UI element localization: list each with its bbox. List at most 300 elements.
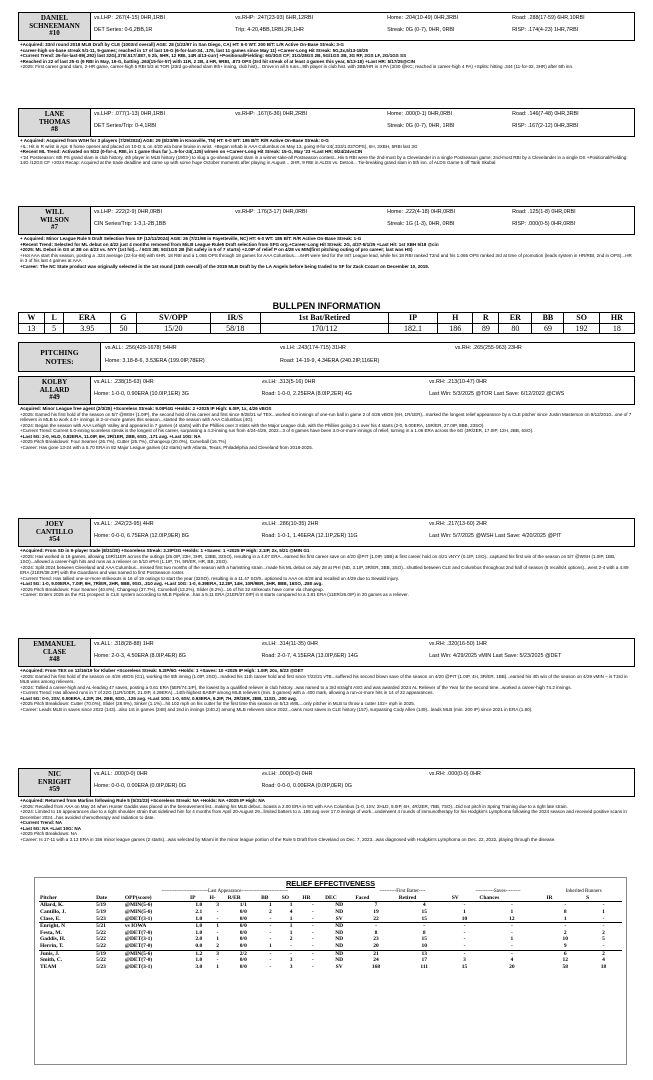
relief-cell: -	[463, 950, 466, 957]
relief-cell: -	[311, 929, 314, 936]
col-header: IP	[189, 895, 209, 902]
relief-cell: 8	[374, 929, 378, 936]
split-home: Home: 0-0-0, 6.75ERA (12.0IP,9ER) 8G	[94, 533, 189, 540]
split-road: Road: .125(1-8) 0HR,0RBI	[512, 209, 576, 215]
relief-cell: 2	[269, 909, 272, 916]
split-vs-lhp: vs.LHP: .077(1-13) 0HR,1RBI	[94, 111, 166, 117]
split-road: Road: 0-0-0, 0.00ERA (0.0IP,0ER) 0G	[261, 783, 352, 790]
split-road: Road: 1-0-1, 1.46ERA (12.1IP,2ER) 11G	[261, 533, 358, 540]
col-header: R	[473, 313, 499, 324]
note-line: +Acquired: Returned from Marlins following Rule 5 (5/31/23) +Scoreless Streak: NA +Holds: NA +2025 IP High: NA	[20, 798, 265, 804]
col-header: R/ER	[227, 895, 260, 902]
relief-cell: 4	[422, 902, 426, 909]
split-risp: RISP: .000(0-5) 0HR,0RBI	[512, 221, 576, 228]
relief-table-row	[39, 909, 622, 916]
relief-cell: -	[301, 943, 324, 950]
relief-cell: 0/0	[227, 943, 260, 950]
pitching-notes-splits	[101, 343, 634, 371]
col-header: Chances	[478, 895, 545, 902]
col-header: W	[19, 313, 45, 324]
split-home: Home: .204(10-49) 0HR,3RBI	[387, 15, 459, 21]
player-number: #10	[49, 29, 60, 38]
relief-cell: 12	[478, 916, 545, 923]
col-header: Date	[95, 895, 124, 902]
relief-cell: -	[269, 936, 272, 943]
relief-cell: 1	[463, 909, 466, 916]
split-trip	[235, 123, 381, 134]
reliever-block-enright	[18, 768, 635, 844]
bullpen-value-row	[19, 323, 635, 334]
relief-cell: 18	[600, 963, 607, 970]
player-notes	[18, 41, 635, 72]
col-header: H	[438, 313, 473, 324]
col-header: Pitcher	[39, 895, 95, 902]
col-header: SO	[564, 313, 599, 324]
reliever-block-clase	[18, 638, 635, 714]
relief-cell: 168	[371, 963, 381, 970]
split-vs-rhp: vs.RHP: .247(23-93) 6HR,12RBI	[235, 15, 314, 21]
split-home: Home: .222(4-18) 0HR,0RBI	[387, 209, 456, 215]
relief-cell: 22	[354, 916, 397, 923]
col-header: BB	[260, 895, 281, 902]
relief-cell: 0/0	[239, 936, 247, 943]
relief-cell: -	[269, 929, 272, 936]
relief-cell: 15	[461, 963, 468, 970]
stat-value: 3.95	[64, 323, 111, 334]
relief-cell: 5/19	[96, 902, 106, 909]
relief-cell: 19	[373, 909, 379, 916]
relief-cell: -	[269, 950, 272, 957]
relief-cell: ND	[335, 936, 344, 943]
bullpen-header-row	[19, 313, 635, 324]
relief-cell: 5/22	[95, 943, 124, 950]
relief-cell: -	[216, 909, 219, 916]
relief-cell: TEAM	[40, 963, 57, 970]
note-line: Acquired: Minor League free agent (2/3/25) +Scoreless Streak: 9.0IP/4G +Holds: 2 +2025 IP High: 6.0IP, 1x, 4/26 vBOS	[20, 406, 272, 412]
relief-cell: ND	[335, 929, 344, 936]
pitching-notes-label	[19, 343, 101, 371]
relief-cell: @MIN(5-6)	[124, 950, 153, 957]
player-number: #8	[51, 125, 58, 134]
reliever-first-name: EMMANUEL	[33, 640, 76, 648]
note-line: +2025: Earned his first hold of the season on 5/7 @WSH (1.0IP), the second hold of his career and first since 9/28/21 w/ TEX...worked 6.0 innings of one-run ball in game 2 of 4/26 vBOS (6H, 1R/1ER)...marked the longest relief appearance by a CLE pitcher since Justin Masterson on 9/12/2010...one of 7 relievers in MLB to work 4.0+ innings in 2-or-more games this season...started the season with AAA Columbus (4G).	[20, 411, 632, 423]
player-last-name: THOMAS	[38, 117, 71, 126]
relief-cell: 4	[602, 957, 605, 964]
relief-cell: 5/23	[96, 963, 106, 970]
split-home: Home: 0-0-0, 0.00ERA (0.0IP,0ER) 0G	[94, 783, 186, 790]
relief-cell: 2	[209, 943, 227, 950]
stat-value: 13	[19, 323, 45, 334]
split-road: Road: 1-0-0, 2.25ERA (8.0IP,2ER) 4G	[261, 391, 352, 398]
relief-cell: @DET(3-1)	[124, 916, 189, 923]
relief-cell: ND	[335, 909, 344, 916]
relief-cell: Clase, E.	[39, 916, 95, 923]
note-line: +2024: Split 2024 between Cleveland and AAA Columbus...missed first two months of the season with a hamstring strain...made his ML debut on July 28 at PHI (ND, 3.1IP, 3R/ER, 3BB, 3SO)...shuttled between CLE and Columbus throughout 2nd half of season (5 recalls/4 options)...went 2-4 with a 4.89 ERA (21ER/38.2IP) with the Guardians and was named to first Postseason roster.	[20, 564, 629, 576]
relief-cell: 1	[289, 902, 293, 909]
relief-cell: -	[375, 923, 377, 930]
relief-cell: -	[602, 902, 605, 909]
stat-value: 192	[564, 323, 599, 334]
note-line: +2025: Recalled from AAA on May 24 when Hunter Gaddis was placed on the bereavement list...making his MLB debut...boasts a 2.00 ERA in 9G with AAA Columbus (1-0, 1SV, 2HLD, 9.0IP, 6H, 4R/2ER, 7BB, 7SO)...Did not pitch in Spring Training due to a right late strain.	[20, 803, 568, 809]
relief-cell: 20	[509, 963, 515, 970]
relief-cell: 5	[602, 936, 605, 943]
split-streak: Streak: 0G (0-7), 0HR, 0RBI	[387, 27, 455, 34]
note-line: +2025 Pitch Breakdown: Four Seamer (26.7%), Cutter (25.7%), Changeup (20.0%), Curveball (16.7%)	[20, 439, 227, 445]
split-series: DET Series: 0-6,2BB,1R	[94, 27, 153, 34]
col-header: SV	[451, 895, 479, 902]
reliever-name-box	[19, 377, 91, 404]
note-line: +Acquired: 33rd round 2018 MLB Draft by CLE (1003rd overall) AGE: 28 (1/23/97 in San Diego, CA) HT: 6-0 WT: 200 B/T: L/R Active On-Base Streak: 3-G	[20, 42, 344, 48]
split-vs-lh: vs.LH: .243(174-715) 31HR	[279, 345, 346, 351]
relief-cell: 9	[545, 943, 585, 950]
relief-cell: 1.0	[195, 929, 203, 936]
relief-cell: 1.0	[195, 923, 203, 930]
stat-value: 50	[111, 323, 137, 334]
col-header: IP	[388, 313, 437, 324]
col-header: Faced	[354, 895, 397, 902]
relief-cell: @DET(7-0)	[124, 929, 153, 936]
relief-table-body	[39, 902, 622, 970]
pitching-notes-label-line: NOTES:	[45, 357, 74, 366]
note-line: +Current Trend: Has allowed runs in 7 of 22G (11R/10ER, 21.0IP, 4.29ERA)...14th-highest BABIP among MLB relievers (min. 5 games) with a .400 mark, allowing a run-or-more hits in 14 of 22 appearances.	[20, 690, 434, 696]
relief-cell: 7	[374, 902, 378, 909]
stat-value: 58/18	[210, 323, 260, 334]
reliever-notes	[18, 667, 635, 714]
note-line: +2025: First career grand slam, 2-HR game, career-high 5 RBI 5/3 at TOR (23rd go-ahead slam 9th+ inning, club hist)... Drove in all 5 runs...9th player in club hist. with 3BB/HR in 4 PA (3/30 @KC; reached in career-high 4 PA) +Splits: hitting .344 (11-for-32, 3HR) after 6th inn.	[20, 64, 574, 70]
relief-cell: 1	[545, 916, 585, 923]
note-line: +Last 5G: 0-0, 2SV, 0.00ERA, 4.2IP, 2H, 2BB, 6SO, .125 avg. +Last 10G: 1-0, 6SV, 0.93ERA, 9.2IP, 7H, 2R/1ER, 2BB, 11SO, .200 avg.	[20, 695, 298, 701]
relief-table-row	[39, 964, 622, 971]
relief-cell: -	[281, 943, 302, 950]
relief-cell: -	[564, 902, 567, 909]
split-vs-lhp: vs.LHP: .267(4-15) 0HR,1RBI	[94, 15, 166, 21]
split-home: Home: 1-0-0, 0.90ERA (10.0IP,1ER) 3G	[94, 391, 189, 398]
stat-value: 15/20	[136, 323, 210, 334]
note-line: +Last 5G: 2-0, HLD, 0.82ERA, 11.0IP, 6H, 2R/1ER, 2BB, 6SO, .171 avg. +Last 10G: NA	[20, 433, 201, 439]
split-road: Road: .146(7-48) 0HR,3RBI	[512, 111, 579, 117]
relief-cell: 20	[354, 943, 397, 950]
split-risp: RISP: .174(4-23) 1HR,7RBI	[512, 27, 579, 34]
reliever-first-name: JOEY	[45, 520, 64, 528]
relief-cell: -	[602, 923, 605, 930]
reliever-name-box	[19, 639, 91, 666]
col-header: BB	[532, 313, 564, 324]
relief-cell: 2	[602, 929, 605, 936]
player-name-box	[19, 109, 91, 136]
note-line: +2024: Began the season with AAA Lehigh Valley and appeared in 7 games (4 starts) with the Phillies over 3 stints with the Major League club, with the Phillies going 3-1 over his 4 starts (2-0, 5.00ERA, 15R/ER, 27.0IP, 8BB, 23SO).	[20, 422, 485, 428]
reliever-number: #48	[49, 655, 60, 664]
relief-cell: 0.0	[189, 943, 209, 950]
split-empty	[455, 358, 630, 369]
bullpen-title: BULLPEN INFORMATION	[272, 301, 381, 311]
relief-cell: -	[311, 923, 314, 930]
relief-cell: Gaddis, H.	[40, 936, 66, 943]
relief-cell: 0/0	[227, 916, 260, 923]
relief-cell: -	[311, 957, 314, 964]
reliever-splits	[91, 519, 634, 546]
relief-cell: -	[269, 957, 272, 964]
split-vs-rh: vs.RH: .213(10-47) 0HR	[429, 379, 487, 385]
relief-cell: 3	[463, 957, 466, 964]
relief-cell: 0/0	[239, 909, 247, 916]
player-header-row	[18, 12, 635, 41]
col-header: H-	[209, 895, 227, 902]
split-vs-lh: vs.LH: .000(0-0) 0HR	[261, 771, 313, 777]
reliever-block-allard	[18, 376, 635, 452]
relief-cell: vs IOWA	[124, 923, 147, 930]
split-home: Home: .000(0-1) 0HR,0RBI	[387, 111, 453, 117]
relief-cell: 1	[510, 936, 514, 943]
player-number: #7	[51, 223, 58, 232]
col-header: IR/S	[210, 313, 260, 324]
relief-cell: ND	[324, 943, 354, 950]
note-line: +Career: Enters 2025 as the #11 prospect in CLE system according to MLB Pipeline...has a 5.11 ERA (21ER/37.0IP) in 8 starts compared to a 3.81 ERA (11ER/26.0IP) in 20 games as a reliever.	[20, 592, 409, 598]
relief-cell: -	[311, 909, 314, 916]
split-vs-rh: vs.RH: .217(13-60) 2HR	[429, 521, 487, 527]
col-header: DEC	[324, 895, 354, 902]
relief-cell: @DET(7-0)	[124, 943, 189, 950]
split-road: Road: 2-0-7, 4.15ERA (13.0IP,6ER) 14G	[261, 653, 358, 660]
relief-cell: 1	[216, 923, 219, 930]
col-header: IR	[545, 895, 585, 902]
stat-value: 182.1	[388, 323, 437, 334]
relief-cell: 2	[602, 950, 605, 957]
relief-cell: 5/22	[96, 936, 106, 943]
relief-cell: 58	[562, 963, 568, 970]
reliever-name-box	[19, 769, 91, 796]
split-risp: RISP: .167(2-12) 0HR,3RBI	[512, 123, 579, 130]
relief-cell: -	[216, 957, 219, 964]
note-line: +Acquired: From SD in 9-player trade (8/31/20) +Scoreless Streak: 3.2IP/3G +Holds: 1 +Saves: 1 +2025 IP High: 2.1IP, 2x, 5/21 @MIN G1	[20, 548, 310, 554]
relief-effectiveness-title: RELIEF EFFECTIVENESS	[285, 879, 376, 888]
relief-cell: @DET(3-1)	[124, 936, 153, 943]
relief-cell: -	[451, 943, 479, 950]
relief-cell: 15	[421, 909, 427, 916]
relief-cell: 3	[216, 902, 219, 909]
relief-cell: -	[510, 950, 513, 957]
col-header: SV/OPP	[136, 313, 210, 324]
relief-cell: 3	[289, 963, 293, 970]
relief-cell: Cantillo, J.	[40, 909, 66, 916]
relief-cell: 1.0	[195, 957, 203, 964]
relief-cell: 4	[510, 957, 514, 964]
reliever-first-name: NIC	[48, 770, 61, 778]
col-header: OPP(score)	[124, 895, 189, 902]
relief-cell: -	[311, 936, 314, 943]
split-vs-rh: vs.RH: .320(16-50) 1HR	[429, 641, 487, 647]
relief-cell: 1.2	[195, 950, 203, 957]
relief-cell: 1	[510, 909, 514, 916]
note-line: +Current Trend: NA	[20, 820, 63, 826]
col-header: L	[44, 313, 64, 324]
relief-cell: 15	[421, 936, 427, 943]
split-home: Home: 2-0-3, 4.50ERA (8.0IP,4ER) 8G	[94, 653, 186, 660]
relief-cell: 4	[289, 909, 293, 916]
reliever-block-cantillo	[18, 518, 635, 600]
relief-cell: 13	[421, 950, 427, 957]
relief-cell: 1	[216, 936, 219, 943]
stat-value: 18	[599, 323, 634, 334]
relief-cell: -	[510, 902, 513, 909]
col-header: SO	[281, 895, 302, 902]
relief-column-header-row	[39, 895, 622, 902]
relief-table-row	[39, 902, 622, 909]
relief-cell: -	[478, 943, 545, 950]
relief-cell: -	[216, 929, 219, 936]
player-block-schneemann	[18, 12, 635, 72]
note-line: +Acquired: From TEX on 12/16/19 for Kluber +Scoreless Streak: 5.2IP/6G +Holds: 1 +Saves: 10 +2025 IP High: 1.0IP, 20x, 5/23 @DET	[20, 668, 304, 674]
split-vs-lh: vs.LH: .286(10-35) 2HR	[261, 521, 319, 527]
reliever-notes	[18, 405, 635, 452]
relief-cell: 1	[281, 916, 302, 923]
player-header-row	[18, 108, 635, 137]
split-vs-all: vs.ALL: .318(28-88) 1HR	[94, 641, 154, 647]
reliever-header-row	[18, 638, 635, 667]
player-block-thomas	[18, 108, 635, 168]
note-line: +Reached in 22 of last 25-G (9 RBI in May, 19-G, batting .263(15-for-57) with 11R, 2 2B, 4 HR, 9RBI, .873 OPS (3rd hit streak of at least 4 games this year, 5/13-18) +Last HR: 5/17/25@CIN	[20, 58, 416, 64]
relief-cell: 1.0	[189, 916, 209, 923]
player-splits	[91, 109, 634, 136]
relief-cell: 3	[216, 950, 219, 957]
relief-cell: ND	[335, 950, 344, 957]
stat-value: 89	[473, 323, 499, 334]
split-last-win-save: Last Win: 5/3/2025 @TOR Last Save: 6/12/2022 @CWS	[429, 391, 565, 398]
relief-cell: 5/23	[95, 916, 124, 923]
relief-cell: -	[269, 963, 272, 970]
note-line: +2025 Pitch Breakdown: NA	[20, 831, 77, 837]
relief-cell: 15	[398, 916, 451, 923]
relief-cell: -	[311, 963, 314, 970]
relief-cell: @MIN(5-6)	[124, 902, 153, 909]
relief-cell: 5/22	[96, 957, 106, 964]
split-series: CIN Series/Trip: 1-3,1-2B,1BB	[94, 221, 166, 228]
note-line: +2025: ML Debut in GS at 3B on 4/23 vs. NYY (1st hit)... / 6GS 3B; 5G/1GS 2B (hit safely in 5 of 7 starts) +2.0IP of relief P on 4/28 vs MIN(first pitching outing of pro career; last was HS)	[20, 247, 413, 253]
player-header-row	[18, 206, 635, 235]
col-header: ER	[499, 313, 532, 324]
stat-value: 186	[438, 323, 473, 334]
reliever-notes	[18, 797, 635, 844]
split-home: Home: 3.18-8-6, 3.53ERA (199.0IP,78ER)	[105, 358, 205, 364]
relief-cell: 1.0	[195, 902, 203, 909]
relief-cell: 2.0	[195, 936, 203, 943]
relief-effectiveness-box	[34, 877, 627, 1065]
col-header: S	[585, 895, 622, 902]
relief-cell: Enright, N	[40, 923, 66, 930]
relief-cell: 2.1	[195, 909, 203, 916]
relief-cell: 1	[289, 923, 293, 930]
relief-cell: 5/19	[96, 909, 106, 916]
player-last-name: SCHNEEMANN	[29, 21, 80, 30]
relief-cell: 10	[398, 943, 451, 950]
note-line: +Current Trend: Has tallied one-or-more strikeouts in 16 of 19 outings to start the year (32SO), resulting in a 11.47 SO/9...optioned to AAA on 4/28 and recalled on 4/29 due to Sewald injury.	[20, 575, 400, 581]
relief-cell: 8	[422, 929, 426, 936]
relief-cell: Herrin, T.	[39, 943, 95, 950]
relief-cell: 24	[373, 957, 379, 964]
group-inherited-runners: Inherited Runners	[565, 888, 602, 894]
note-line: +Current Trend: 26-for-last-89(.292) last 32G(.370/.517/.887, 5 2b, 5HR, 12 RBI, 14R 4/13-curr) +Positional/Fielding: 6G/3GS CF; 31G/28GS 2B, 5G/1GS 3B, 3G RF, 2GS LF, 2G/1GS SS	[20, 53, 407, 59]
split-road: Road: .288(17-59) 6HR,10RBI	[512, 15, 585, 21]
relief-cell: 0/0	[239, 923, 247, 930]
relief-cell: 1/1	[239, 902, 247, 909]
player-first-name: DANIEL	[40, 14, 69, 22]
relief-cell: 5/22	[96, 929, 106, 936]
split-vs-all: vs.ALL: .238(15-63) 0HR	[94, 379, 154, 385]
note-line: + Acquired: Minor League Rule 5 Draft Selection from SF (12/11/2024) AGE: 26 (7/21/98 in Fayetteville, NC) HT: 6-0 WT: 185 B/T: R/R Active On-Base Streak: 1-G	[20, 236, 362, 242]
relief-cell: 8	[563, 909, 567, 916]
relief-cell: @DET(3-1)	[124, 963, 153, 970]
reliever-splits	[91, 769, 634, 796]
relief-cell: -	[510, 929, 513, 936]
split-series: DET Series/Trip: 0-4,1RBI	[94, 123, 157, 130]
player-block-wilson	[18, 206, 635, 271]
reliever-splits	[91, 377, 634, 404]
relief-cell: 6	[563, 950, 567, 957]
note-line: +Last 5G: NA +Last 10G: NA	[20, 825, 81, 831]
reliever-header-row	[18, 518, 635, 547]
relief-cell: Junis, J.	[40, 950, 60, 957]
relief-cell: 2	[289, 936, 293, 943]
relief-cell: Smith, C.	[40, 957, 63, 964]
note-line: +Career: Has gone 13-24 with a 5.70 ERA in 82 Major League games (42 starts) with Atlanta, Texas, Philadelphia and Cleveland from 2018-2025.	[20, 444, 313, 450]
relief-cell: @MIN(5-6)	[124, 909, 153, 916]
player-first-name: WILL	[44, 208, 65, 216]
relief-effectiveness-table	[39, 889, 622, 971]
bullpen-stats-table	[18, 312, 635, 334]
relief-cell: 1	[260, 943, 281, 950]
reliever-number: #54	[49, 535, 60, 544]
relief-table-row	[39, 957, 622, 964]
note-line: +Career: The NC State product was originally selected in the 1st round (15th overall) of the 2019 MLB Draft by the LA Angels before being traded to SF for Zack Cozart on December 10, 2019.	[20, 263, 430, 269]
relief-table-row	[39, 916, 622, 923]
relief-cell: Festa, M.	[40, 929, 62, 936]
relief-cell: -	[311, 950, 314, 957]
note-line: + Acquired: Acquired from WSH for 3 players (7/29/2024) AGE: 29 (8/23/95 in Knoxville, TN) HT: 6-0 WT: 195 B/T: R/R Active On-Base Streak: 0-G	[20, 138, 329, 144]
split-road: Road: 14-19-9, 4.34ERA (240.2IP,116ER)	[279, 358, 380, 364]
reliever-first-name: KOLBY	[41, 378, 68, 386]
note-line: +2025 Pitch Breakdown: Cutter (70.0%), Slider (28.9%), Sinker (1.1%)...hit 102 mph on his cutter for the first time this season on 5/13 vMIL...only pitcher in MLB to throw a cutter 102+ mph in 2025.	[20, 701, 416, 707]
player-notes	[18, 137, 635, 168]
col-header: Retired	[398, 895, 451, 902]
relief-cell: -	[209, 916, 227, 923]
note-line: +Recent Trend: Selected for ML debut on 4/22 just 4 months removed from MiLB League Rule5 Draft selection from SFG org.+Career-Long Hit Streak: 2G, 4/27-5/1/25 +Last Hit: 1st XBH 5/18 @cin	[20, 241, 439, 247]
relief-cell: -	[510, 923, 513, 930]
reliever-last-name: ALLARD	[39, 385, 70, 394]
relief-cell: ND	[335, 957, 344, 964]
note-line: +Current Trend: Current 6.0-inning scoreless streak is the longest of his career, surpassing a 4.2-inning run from 4/24-4/29, 2022...3 of 6 games have been 3.0-or-more innings of relief, turning in a 1.06 ERA across the 6G (3R/2ER, 17.0IP, 12H, 2BB, 6SO).	[20, 428, 534, 434]
relief-cell: ND	[335, 923, 344, 930]
relief-cell: 5/19	[96, 950, 106, 957]
split-streak: Streak: 1G (1-3), 0HR, 0RBI	[387, 221, 455, 228]
group-saves: -----------Saves---------	[475, 888, 521, 894]
relief-cell: -	[311, 902, 314, 909]
player-first-name: LANE	[44, 110, 65, 118]
player-splits	[91, 13, 634, 40]
note-line: +2025: Has worked in 19 games, allowing 16R/11ER across the outings (26.0IP, 23H, 3HR, 13BB, 32SO), resulting in a 4.07 ERA...earned his first career save on 4/20 @PIT (1.0IP, 1BB) & first career hold on 4/21 vNYY (0.1IP, 1SO)...captured his first win of the season on 5/7 @WSH (1.0IP, 1BB, 1SO)...allowed a career-high hits and runs as a reliever on 5/10 vPHI (1.1IP, 7H, 5R/ER, HR, BB, 2SO).	[20, 553, 616, 565]
reliever-last-name: CLASE	[42, 647, 67, 656]
relief-cell: 10	[451, 916, 479, 923]
split-streak: Streak: 0G (0-7), 0HR, 1RBI	[387, 123, 455, 130]
relief-cell: 23	[373, 936, 379, 943]
split-vs-rhp: vs.RHP: .167(6-36) 0HR,2RBI	[235, 111, 308, 117]
stat-value: 5	[44, 323, 64, 334]
relief-cell: 3.0	[195, 963, 203, 970]
player-name-box	[19, 207, 91, 234]
relief-cell: SV	[335, 963, 343, 970]
note-line: +Recent ML Trend: Activated on 5/22 (0-for-4, RBI, in 1 game thus far )...5-for-24(.125) w/men on +Career-Long Hit Streak: 15-G, May '23 +Last HR: 9/24/24vsCIN	[20, 149, 363, 155]
split-vs-all: vs.ALL: .256(429-1678) 54HR	[105, 345, 177, 351]
relief-cell: -	[585, 916, 622, 923]
relief-cell: 1	[216, 963, 219, 970]
